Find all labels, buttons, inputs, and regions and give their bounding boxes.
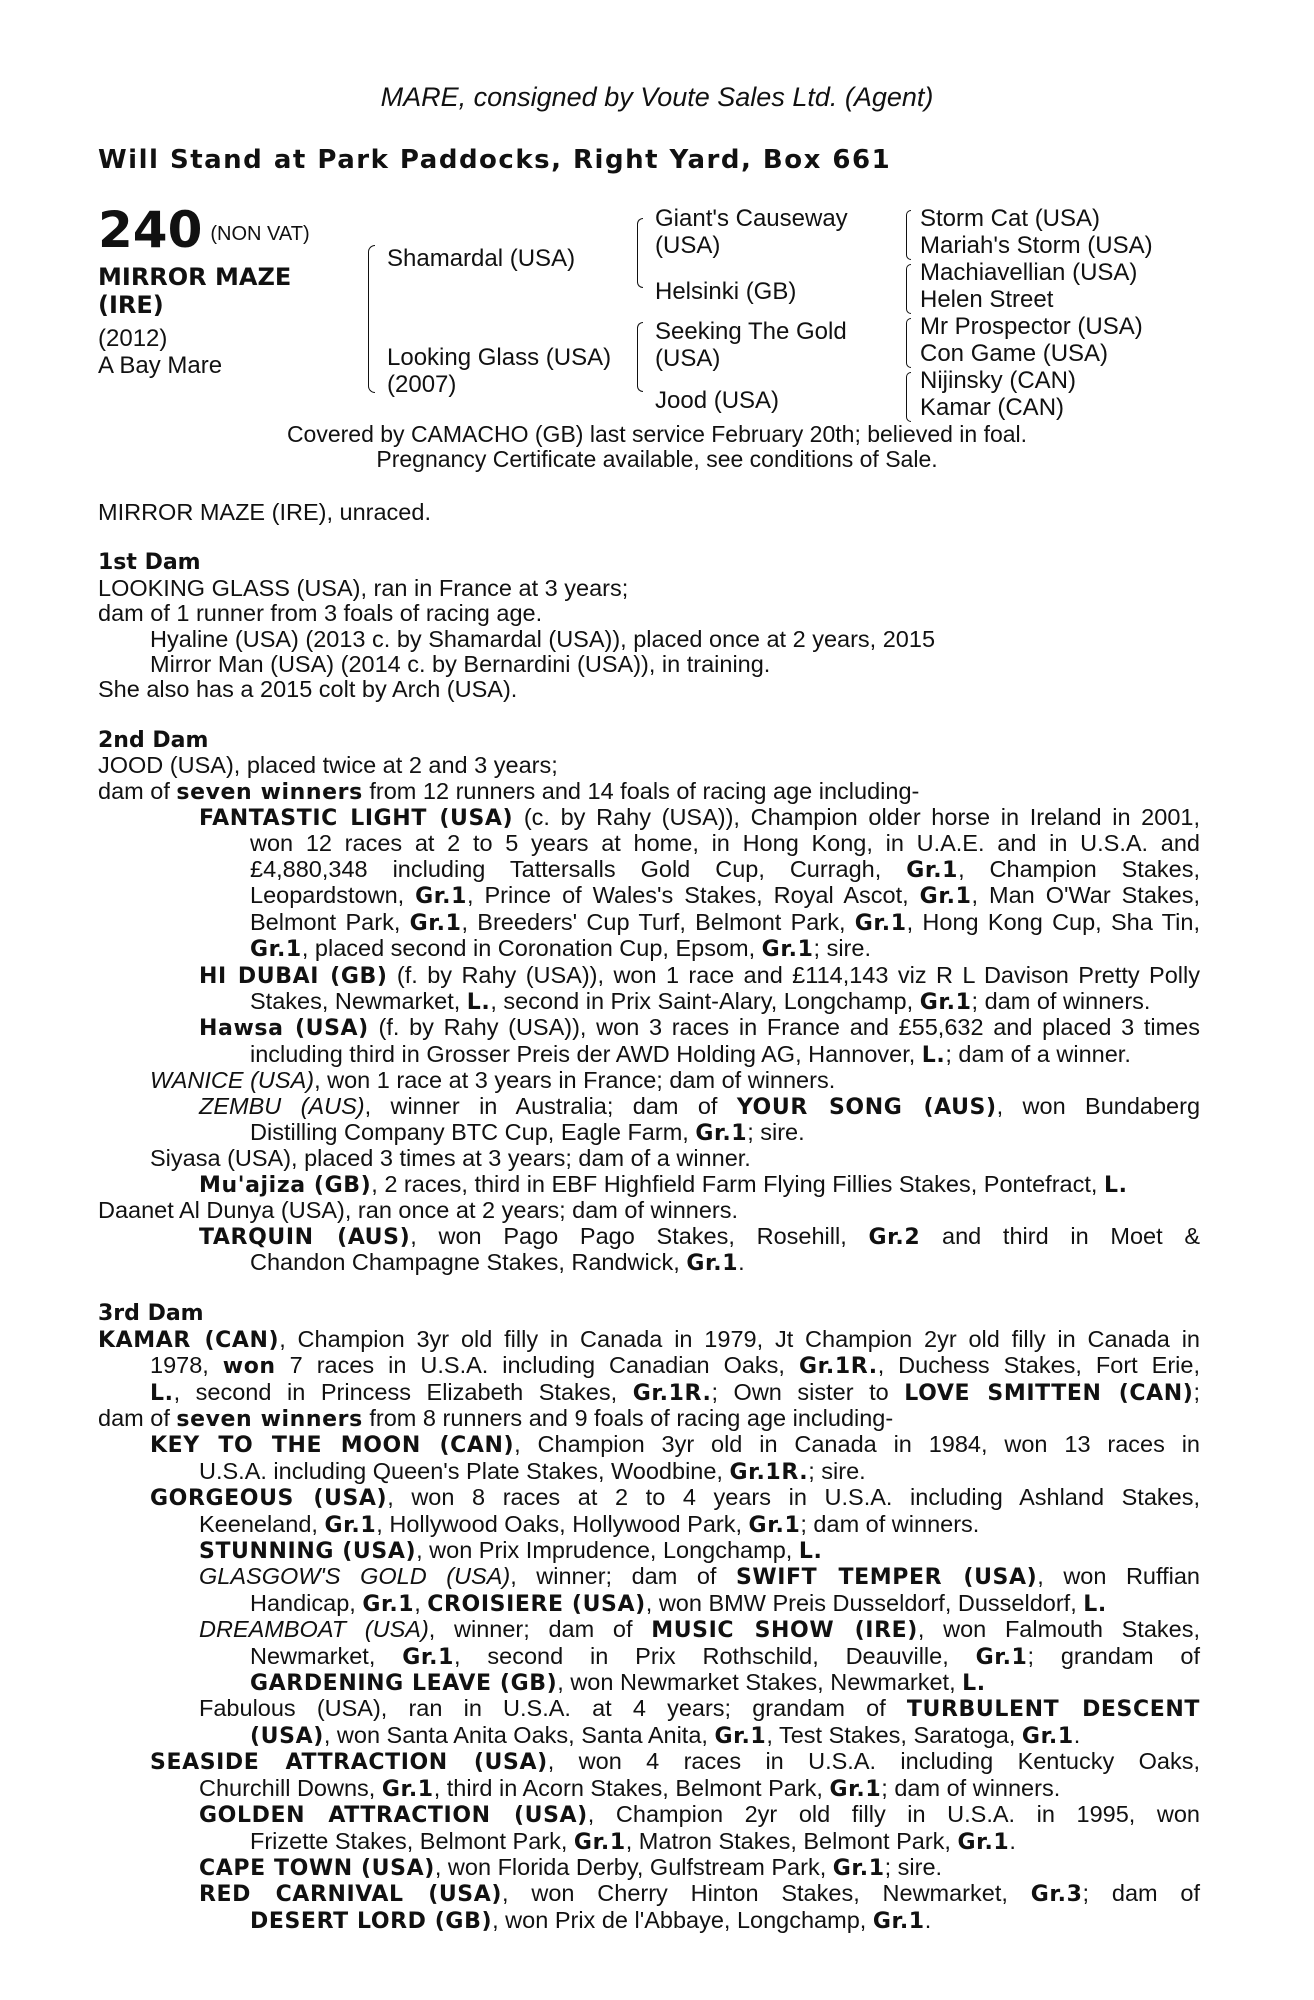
- pedigree-brace-1: [368, 245, 375, 393]
- text-run: .: [1009, 1827, 1016, 1854]
- text-run: , Prince of Wales's Stakes, Royal Ascot,: [466, 882, 920, 909]
- text-run: Gr.1: [686, 1250, 739, 1276]
- text-run: (USA): [250, 1723, 324, 1749]
- produce-entry: [98, 1485, 1200, 1511]
- produce-entry: Daanet Al Dunya (USA), ran once at 2 years; dam of winners.: [98, 1197, 739, 1224]
- text-run: , won Florida Derby, Gulfstream Park,: [434, 1853, 833, 1880]
- produce-entry: [98, 1538, 1200, 1564]
- text-run: Gr.1: [695, 1120, 748, 1146]
- text-run: Gr.1: [906, 857, 959, 883]
- text-run: U.S.A. including Queen's Plate Stakes, Woodbine,: [199, 1457, 730, 1484]
- text-run: Gr.1: [761, 937, 814, 963]
- text-run: Gr.1: [919, 989, 972, 1015]
- pedigree-g3-5: Mr Prospector (USA): [920, 313, 1143, 340]
- produce-entry-cont: [98, 857, 1200, 883]
- text-run: ; dam of: [1082, 1880, 1201, 1907]
- produce-entry-cont: [98, 1644, 1200, 1670]
- text-run: , placed second in Coronation Cup, Epsom,: [301, 935, 762, 962]
- text-run: ; grandam of: [1027, 1642, 1201, 1669]
- horse-name: [98, 263, 291, 319]
- text-run: Newmarket,: [250, 1642, 403, 1669]
- produce-entry: [98, 1802, 1200, 1828]
- text-run: , won Pago Pago Stakes, Rosehill,: [410, 1222, 869, 1249]
- text-run: Gr.1: [714, 1723, 767, 1749]
- text-run: , Champion 2yr old filly in U.S.A. in 1995, won: [587, 1801, 1200, 1828]
- text-run: 7 races in U.S.A. including Canadian Oaks,: [275, 1352, 799, 1379]
- text-run: won: [222, 1354, 276, 1380]
- pedigree-g3-4: Helen Street: [920, 286, 1054, 313]
- text-run: , 2 races, third in EBF Highfield Farm Flying Fillies Stakes, Pontefract,: [371, 1170, 1104, 1197]
- text-run: , Breeders' Cup Turf, Belmont Park,: [461, 908, 855, 935]
- second-dam-heading: 2nd Dam: [98, 727, 209, 753]
- text-run: from 8 runners and 9 foals of racing age including-: [362, 1405, 894, 1431]
- text-run: GLASGOW'S GOLD (USA): [199, 1563, 511, 1590]
- produce-entry-cont: [98, 1591, 1200, 1617]
- text-run: Gr.1: [832, 1855, 885, 1881]
- text-run: SWIFT TEMPER (USA): [735, 1565, 1038, 1591]
- text-run: Hawsa (USA): [199, 1016, 369, 1042]
- produce-entry: [98, 1015, 1200, 1041]
- text-run: Gr.3: [1030, 1882, 1083, 1908]
- text-run: , Champion 3yr old filly in Canada in 1979, Jt Champion 2yr old filly in Canada in: [279, 1325, 1200, 1352]
- text-run: CROISIERE (USA): [427, 1591, 646, 1617]
- text-run: Gr.1: [748, 1512, 801, 1538]
- produce-entry: [98, 1068, 1200, 1093]
- pedigree-dam-year: (2007): [387, 371, 457, 398]
- text-run: ZEMBU (AUS): [199, 1092, 365, 1119]
- produce-entry-cont: [98, 1670, 1200, 1696]
- produce-entry-cont: [98, 989, 1200, 1015]
- pedigree-dam-sire-1: Seeking The Gold: [655, 318, 847, 345]
- text-run: , second in Prix Rothschild, Deauville,: [454, 1642, 976, 1669]
- text-run: MUSIC SHOW (IRE): [651, 1618, 918, 1644]
- text-run: , winner; dam of: [510, 1563, 736, 1590]
- produce-entry-cont: [98, 1829, 1200, 1855]
- text-run: , won Prix Imprudence, Longchamp,: [416, 1537, 799, 1564]
- covering-note: Covered by CAMACHO (GB) last service February 20th; believed in foal.: [286, 421, 1028, 447]
- produce-entry: [98, 1881, 1200, 1907]
- text-run: GARDENING LEAVE (GB): [250, 1671, 558, 1697]
- text-run: , third in Acorn Stakes, Belmont Park,: [433, 1774, 830, 1801]
- produce-entry: [98, 1749, 1200, 1775]
- text-run: YOUR SONG (AUS): [736, 1094, 997, 1120]
- text-run: , Duchess Stakes, Fort Erie,: [877, 1352, 1200, 1379]
- text-run: , won Ruffian: [1037, 1563, 1200, 1590]
- text-run: seven winners: [176, 779, 363, 805]
- third-dam-heading: 3rd Dam: [98, 1301, 204, 1327]
- text-run: ,: [414, 1589, 428, 1616]
- text-run: L.: [921, 1042, 946, 1068]
- produce-entry: [98, 1094, 1200, 1120]
- pedigree-brace-dam: [637, 322, 643, 392]
- text-run: ; sire.: [808, 1457, 866, 1484]
- text-run: , second in Princess Elizabeth Stakes,: [173, 1378, 633, 1405]
- text-run: dam of: [98, 1405, 177, 1431]
- text-run: Gr.1: [872, 1908, 925, 1934]
- text-run: SEASIDE ATTRACTION (USA): [150, 1750, 548, 1776]
- text-run: WANICE (USA): [150, 1067, 315, 1094]
- text-run: , second in Prix Saint-Alary, Longchamp,: [490, 987, 920, 1014]
- produce-entry-cont: [98, 1042, 1200, 1068]
- text-run: , won Newmarket Stakes, Newmarket,: [557, 1669, 963, 1696]
- text-run: , Hollywood Oaks, Hollywood Park,: [376, 1510, 749, 1537]
- produce-entry: [98, 1696, 1200, 1722]
- text-run: Gr.1: [250, 937, 302, 963]
- text-run: , won Cherry Hinton Stakes, Newmarket,: [502, 1880, 1031, 1907]
- text-run: Gr.1: [919, 884, 972, 910]
- text-run: Gr.1: [362, 1591, 415, 1617]
- pedigree-dam-name: Looking Glass (USA): [387, 344, 612, 371]
- text-run: KAMAR (CAN): [98, 1327, 280, 1353]
- text-run: Mu'ajiza (GB): [199, 1172, 372, 1198]
- text-run: .: [1073, 1721, 1081, 1748]
- text-run: L.: [1083, 1591, 1107, 1617]
- text-run: Stakes, Newmarket,: [250, 987, 467, 1014]
- text-run: RED CARNIVAL (USA): [199, 1882, 503, 1908]
- pedigree-sire-sire-1: Giant's Causeway: [655, 205, 848, 232]
- second-dam-line: [98, 779, 1200, 805]
- produce-entry: Siyasa (USA), placed 3 times at 3 years; dam of a winner.: [150, 1145, 751, 1172]
- text-run: ; dam of winners.: [800, 1510, 980, 1537]
- pedigree-brace-sd: [906, 264, 911, 314]
- text-run: Gr.1R.: [729, 1459, 809, 1485]
- first-dam-line: LOOKING GLASS (USA), ran in France at 3 years;: [98, 574, 629, 601]
- text-run: Chandon Champagne Stakes, Randwick,: [250, 1248, 687, 1275]
- text-run: .: [924, 1906, 932, 1933]
- text-run: won 12 races at 2 to 5 years at home, in Hong Kong, in U.A.E. and in U.S.A. and: [250, 830, 1200, 857]
- intro-line: MIRROR MAZE (IRE), unraced.: [98, 499, 431, 525]
- text-run: Gr.1: [829, 1776, 882, 1802]
- produce-entry: [98, 1855, 1200, 1881]
- text-run: Gr.1: [324, 1512, 377, 1538]
- text-run: L.: [1103, 1172, 1128, 1198]
- lot-number: [98, 201, 310, 259]
- text-run: Gr.1: [573, 1829, 626, 1855]
- text-run: , Test Stakes, Saratoga,: [766, 1721, 1022, 1748]
- horse-description: A Bay Mare: [98, 352, 223, 379]
- third-dam-entry-cont: [98, 1406, 1200, 1432]
- text-run: LOVE SMITTEN (CAN): [904, 1380, 1194, 1406]
- pedigree-g3-2: Mariah's Storm (USA): [920, 232, 1153, 259]
- text-run: Handicap,: [250, 1589, 363, 1616]
- pedigree-brace-sire: [637, 218, 643, 288]
- text-run: Churchill Downs,: [199, 1774, 382, 1801]
- text-run: Gr.1: [854, 910, 907, 936]
- third-dam-entry-cont: [98, 1380, 1200, 1406]
- produce-entry: [98, 1617, 1200, 1643]
- text-run: L.: [798, 1539, 823, 1565]
- text-run: L.: [466, 989, 491, 1015]
- text-run: Gr.1: [957, 1829, 1010, 1855]
- third-dam-entry: [98, 1327, 1200, 1353]
- text-run: , won Bundaberg: [996, 1092, 1201, 1119]
- text-run: L.: [962, 1671, 986, 1697]
- text-run: from 12 runners and 14 foals of racing age including-: [362, 777, 920, 804]
- pedigree-brace-ds: [906, 318, 911, 368]
- text-run: , won Prix de l'Abbaye, Longchamp,: [492, 1906, 873, 1933]
- text-run: GOLDEN ATTRACTION (USA): [199, 1803, 588, 1829]
- third-dam-entry-cont: [98, 1353, 1200, 1379]
- text-run: .: [738, 1248, 745, 1275]
- pedigree-sire-sire-2: (USA): [655, 232, 721, 259]
- text-run: , winner in Australia; dam of: [364, 1092, 737, 1119]
- text-run: FANTASTIC LIGHT (USA): [199, 806, 514, 832]
- consignor-line: MARE, consigned by Voute Sales Ltd. (Agent): [380, 82, 934, 112]
- text-run: , Matron Stakes, Belmont Park,: [625, 1827, 958, 1854]
- pedigree-g3-6: Con Game (USA): [920, 340, 1109, 367]
- produce-entry: [98, 963, 1200, 989]
- text-run: ; dam of winners.: [971, 987, 1151, 1014]
- catalogue-body: [98, 500, 1200, 1934]
- pedigree-sire: Shamardal (USA): [387, 245, 576, 272]
- text-run: , won 1 race at 3 years in France; dam of winners.: [314, 1067, 836, 1094]
- produce-entry-cont: [98, 1250, 1200, 1276]
- first-dam-heading: 1st Dam: [98, 550, 201, 576]
- text-run: Gr.1: [415, 884, 467, 910]
- text-run: Frizette Stakes, Belmont Park,: [250, 1827, 574, 1854]
- produce-entry: [98, 1172, 1200, 1198]
- text-run: L.: [150, 1380, 174, 1406]
- text-run: ; dam of a winner.: [945, 1040, 1131, 1067]
- produce-entry-cont: [98, 1120, 1200, 1146]
- text-run: Belmont Park,: [250, 908, 410, 935]
- second-dam-line: JOOD (USA), placed twice at 2 and 3 years;: [98, 752, 558, 779]
- pedigree-sire-dam: Helsinki (GB): [655, 278, 797, 305]
- text-run: , won Santa Anita Oaks, Santa Anita,: [323, 1721, 715, 1748]
- produce-entry-cont: [98, 1723, 1200, 1749]
- text-run: seven winners: [176, 1407, 363, 1432]
- vat-status: (NON VAT): [210, 222, 310, 245]
- text-run: 1978,: [150, 1352, 223, 1379]
- text-run: Gr.1: [409, 910, 462, 936]
- text-run: Gr.1R.: [632, 1380, 712, 1406]
- stand-location: Will Stand at Park Paddocks, Right Yard, Box 661: [98, 145, 892, 175]
- text-run: Gr.1: [402, 1644, 455, 1670]
- produce-entry-cont: [98, 936, 1200, 962]
- text-run: , Champion 3yr old in Canada in 1984, won 13 races in: [514, 1431, 1200, 1458]
- text-run: , won Falmouth Stakes,: [917, 1616, 1200, 1643]
- produce-entry: [98, 1224, 1200, 1250]
- text-run: Gr.1: [975, 1644, 1028, 1670]
- text-run: STUNNING (USA): [199, 1539, 417, 1565]
- text-run: Gr.1R.: [798, 1354, 878, 1380]
- pedigree-g3-7: Nijinsky (CAN): [920, 367, 1076, 394]
- produce-entry: [98, 805, 1200, 831]
- pedigree-dam-dam: Jood (USA): [655, 387, 780, 414]
- produce-entry-cont: [98, 831, 1200, 856]
- text-run: Leopardstown,: [250, 882, 416, 909]
- produce-entry-cont: [98, 1512, 1200, 1538]
- text-run: , won BMW Preis Dusseldorf, Dusseldorf,: [645, 1589, 1084, 1616]
- pedigree-g3-3: Machiavellian (USA): [920, 259, 1138, 286]
- produce-entry-cont: [98, 1459, 1200, 1485]
- horse-name-line1: MIRROR MAZE: [98, 263, 292, 291]
- foaling-year: (2012): [98, 325, 168, 352]
- text-run: , Champion Stakes,: [958, 855, 1200, 882]
- text-run: Keeneland,: [199, 1510, 325, 1537]
- pedigree-g3-1: Storm Cat (USA): [920, 205, 1101, 232]
- text-run: , Hong Kong Cup, Sha Tin,: [906, 908, 1200, 935]
- first-dam-produce: Hyaline (USA) (2013 c. by Shamardal (USA)), placed once at 2 years, 2015: [150, 625, 936, 652]
- text-run: including third in Grosser Preis der AWD Holding AG, Hannover,: [250, 1040, 922, 1067]
- text-run: and third in Moet &: [920, 1222, 1201, 1249]
- text-run: Gr.1: [381, 1776, 434, 1802]
- first-dam-line: dam of 1 runner from 3 foals of racing age.: [98, 600, 543, 627]
- text-run: Distilling Company BTC Cup, Eagle Farm,: [250, 1118, 696, 1145]
- produce-entry-cont: [98, 910, 1200, 936]
- pedigree-brace-ss: [906, 210, 911, 260]
- text-run: ;: [1193, 1378, 1200, 1405]
- text-run: (c. by Rahy (USA)), Champion older horse in Ireland in 2001,: [513, 804, 1200, 831]
- text-run: ; sire.: [747, 1118, 805, 1145]
- text-run: , Man O'War Stakes,: [971, 882, 1201, 909]
- text-run: Gr.1: [1021, 1723, 1074, 1749]
- text-run: DESERT LORD (GB): [250, 1908, 493, 1934]
- text-run: £4,880,348 including Tattersalls Gold Cup, Curragh,: [250, 855, 907, 882]
- horse-name-line2: (IRE): [98, 291, 164, 319]
- text-run: Gr.2: [868, 1224, 921, 1250]
- produce-entry: [98, 1432, 1200, 1458]
- first-dam-produce: Mirror Man (USA) (2014 c. by Bernardini (USA)), in training.: [150, 651, 771, 678]
- text-run: , winner; dam of: [428, 1616, 652, 1643]
- text-run: dam of: [98, 777, 177, 804]
- first-dam-line: She also has a 2015 colt by Arch (USA).: [98, 676, 518, 703]
- text-run: GORGEOUS (USA): [150, 1486, 388, 1512]
- text-run: KEY TO THE MOON (CAN): [150, 1433, 515, 1459]
- pedigree-brace-dd: [906, 372, 911, 422]
- produce-entry-cont: [98, 1776, 1200, 1802]
- text-run: ; Own sister to: [711, 1378, 905, 1405]
- produce-entry-cont: [98, 883, 1200, 909]
- text-run: CAPE TOWN (USA): [199, 1855, 435, 1881]
- pregnancy-note: Pregnancy Certificate available, see conditions of Sale.: [376, 446, 938, 472]
- produce-entry-cont: [98, 1908, 1200, 1934]
- pedigree-dam-sire-2: (USA): [655, 345, 721, 372]
- text-run: TARQUIN (AUS): [199, 1224, 411, 1250]
- text-run: (f. by Rahy (USA)), won 3 races in France and £55,632 and placed 3 times: [368, 1014, 1200, 1041]
- text-run: Fabulous (USA), ran in U.S.A. at 4 years; grandam of: [199, 1695, 907, 1722]
- text-run: TURBULENT DESCENT: [906, 1697, 1200, 1723]
- text-run: , won 4 races in U.S.A. including Kentucky Oaks,: [547, 1748, 1200, 1775]
- lot-number-value: 240: [98, 201, 203, 259]
- text-run: ; dam of winners.: [881, 1774, 1061, 1801]
- pedigree-g3-8: Kamar (CAN): [920, 394, 1065, 421]
- text-run: HI DUBAI (GB): [199, 963, 388, 989]
- text-run: ; sire.: [813, 935, 871, 962]
- text-run: ; sire.: [884, 1853, 943, 1880]
- text-run: , won 8 races at 2 to 4 years in U.S.A. including Ashland Stakes,: [387, 1484, 1200, 1511]
- produce-entry: [98, 1564, 1200, 1590]
- text-run: (f. by Rahy (USA)), won 1 race and £114,143 viz R L Davison Pretty Polly: [387, 961, 1200, 988]
- text-run: DREAMBOAT (USA): [199, 1616, 429, 1643]
